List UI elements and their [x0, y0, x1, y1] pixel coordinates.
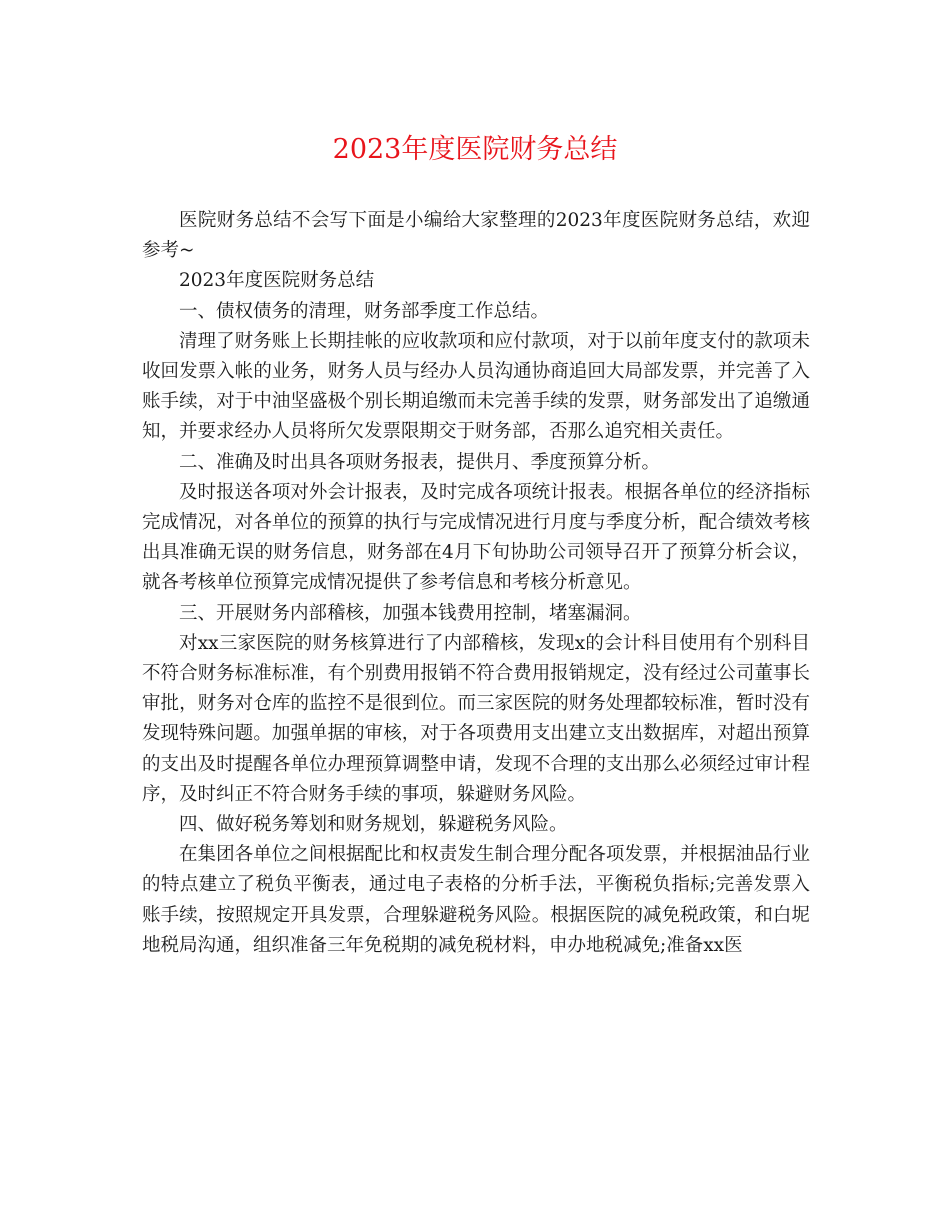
section-heading-1: 一、债权债务的清理，财务部季度工作总结。: [179, 300, 550, 322]
intro-paragraph: 医院财务总结不会写下面是小编给大家整理的2023年度医院财务总结，欢迎参考~: [142, 210, 810, 262]
section-body-3: 对xx三家医院的财务核算进行了内部稽核，发现x的会计科目使用有个别科目不符合财务标准标准，有个别费用报销不符合费用报销规定，没有经过公司董事长审批，财务对仓库的监控不是很到位。而三家医院的财务处理都较标准，暂时没有发现特殊问题。加强单据的审核，对于各项费用支出建立支出数据库，对超出预算的支出及时提醒各单位办理预算调整申请，发现不合理的支出那么必须经过审计程序，及时纠正不符合财务手续的事项，躲避财务风险。: [142, 632, 810, 805]
section-heading-2: 二、准确及时出具各项财务报表，提供月、季度预算分析。: [179, 451, 661, 473]
section-heading-3: 三、开展财务内部稽核，加强本钱费用控制，堵塞漏洞。: [179, 602, 642, 624]
section-body-1: 清理了财务账上长期挂帐的应收款项和应付款项，对于以前年度支付的款项未收回发票入帐的业务，财务人员与经办人员沟通协商追回大局部发票，并完善了入账手续，对于中油坚盛极个别长期追缴而未完善手续的发票，财务部发出了追缴通知，并要求经办人员将所欠发票限期交于财务部，否那么追究相关责任。: [142, 330, 810, 443]
section-heading-4: 四、做好税务筹划和财务规划，躲避税务风险。: [179, 814, 568, 836]
document-body: [142, 206, 810, 961]
section-body-4: 在集团各单位之间根据配比和权责发生制合理分配各项发票，并根据油品行业的特点建立了税负平衡表，通过电子表格的分析手法，平衡税负指标;完善发票入账手续，按照规定开具发票，合理躲避税务风险。根据医院的减免税政策，和白坭地税局沟通，组织准备三年免税期的减免税材料，申办地税减免;准备xx医: [142, 844, 810, 956]
section-body-2: 及时报送各项对外会计报表，及时完成各项统计报表。根据各单位的经济指标完成情况，对各单位的预算的执行与完成情况进行月度与季度分析，配合绩效考核出具准确无误的财务信息，财务部在4月下旬协助公司领导召开了预算分析会议，就各考核单位预算完成情况提供了参考信息和考核分析意见。: [142, 481, 810, 594]
subtitle-paragraph: 2023年度医院财务总结: [179, 270, 375, 292]
document-title: 2023年度医院财务总结: [332, 134, 618, 165]
